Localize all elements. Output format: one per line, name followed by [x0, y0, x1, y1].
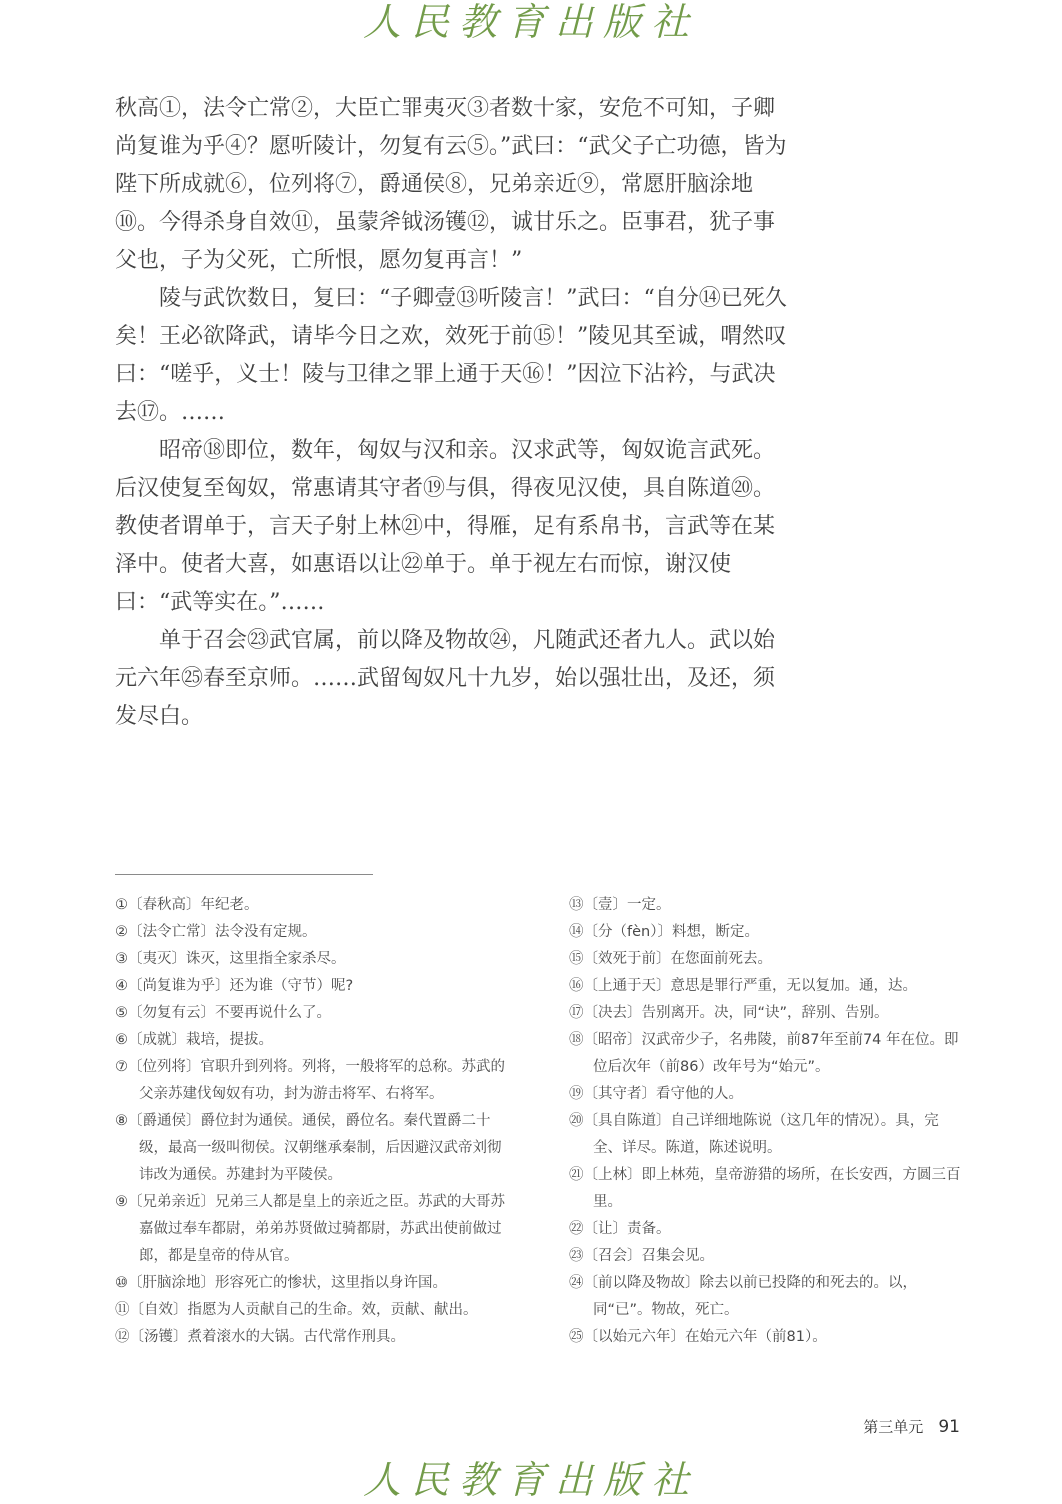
footnote-16: ⑯〔上通于天〕意思是罪行严重，无以复加。通，达。 — [569, 978, 917, 994]
main-text — [115, 90, 790, 736]
footnote-24: ㉔〔前以降及物故〕除去以前已投降的和死去的。以，同“已”。物故，死亡。 — [569, 1275, 917, 1318]
footnote-23: ㉓〔召会〕召集会见。 — [569, 1248, 714, 1264]
paragraph-4: 单于召会㉓武官属，前以降及物故㉔，凡随武还者九人。武以始元六年㉕春至京师。……武留匈奴凡十九岁，始以强壮出，及还，须发尽白。 — [115, 628, 776, 729]
footnotes-left-column — [115, 892, 507, 1351]
footnote-5: ⑤〔勿复有云〕不要再说什么了。 — [115, 1005, 331, 1021]
footnote-17: ⑰〔决去〕告别离开。决，同“诀”，辞别、告别。 — [569, 1005, 889, 1021]
paragraph-2: 陵与武饮数日，复曰：“子卿壹⑬听陵言！”武曰：“自分⑭已死久矣！王必欲降武，请毕今日之欢，效死于前⑮！”陵见其至诚，喟然叹曰：“嗟乎，义士！陵与卫律之罪上通于天⑯！”因泣下沾衿，与武决去⑰。…… — [115, 286, 787, 425]
footnote-2: ②〔法令亡常〕法令没有定规。 — [115, 924, 317, 940]
footnote-12: ⑫〔汤镬〕煮着滚水的大锅。古代常作刑具。 — [115, 1329, 405, 1345]
footnote-11: ⑪〔自效〕指愿为人贡献自己的生命。效，贡献、献出。 — [115, 1302, 478, 1318]
unit-label: 第三单元 — [863, 1418, 924, 1436]
footnote-20: ⑳〔具自陈道〕自己详细地陈说（这几年的情况）。具，完全、详尽。陈道，陈述说明。 — [569, 1113, 939, 1156]
footnotes-right-column — [569, 892, 961, 1351]
footnote-4: ④〔尚复谁为乎〕还为谁（守节）呢? — [115, 978, 354, 994]
footnote-7: ⑦〔位列将〕官职升到列将。列将，一般将军的总称。苏武的父亲苏建伐匈奴有功，封为游击将军、右将军。 — [115, 1059, 505, 1102]
publisher-watermark-bottom: 人民教育出版社 — [362, 1458, 699, 1502]
footnote-18: ⑱〔昭帝〕汉武帝少子，名弗陵，前87年至前74 年在位。即位后次年（前86）改年号为“始元”。 — [569, 1032, 959, 1075]
footnote-21: ㉑〔上林〕即上林苑，皇帝游猎的场所，在长安西，方圆三百里。 — [569, 1167, 961, 1210]
footnote-8: ⑧〔爵通侯〕爵位封为通侯。通侯，爵位名。秦代置爵二十级，最高一级叫彻侯。汉朝继承秦制，后因避汉武帝刘彻讳改为通侯。苏建封为平陵侯。 — [115, 1113, 502, 1183]
footnote-15: ⑮〔效死于前〕在您面前死去。 — [569, 951, 772, 967]
footnote-19: ⑲〔其守者〕看守他的人。 — [569, 1086, 743, 1102]
page-number: 91 — [938, 1417, 960, 1437]
page-footer — [863, 1416, 960, 1437]
footnote-divider — [115, 874, 373, 875]
paragraph-1: 秋高①，法令亡常②，大臣亡罪夷灭③者数十家，安危不可知，子卿尚复谁为乎④？愿听陵计，勿复有云⑤。”武曰：“武父子亡功德，皆为陛下所成就⑥，位列将⑦，爵通侯⑧，兄弟亲近⑨，常愿肝脑涂地⑩。今得杀身自效⑪，虽蒙斧钺汤镬⑫，诚甘乐之。臣事君，犹子事父也，子为父死，亡所恨，愿勿复再言！” — [115, 96, 787, 273]
footnote-25: ㉕〔以始元六年〕在始元六年（前81）。 — [569, 1329, 827, 1345]
footnote-1: ①〔春秋高〕年纪老。 — [115, 897, 259, 913]
footnote-10: ⑩〔肝脑涂地〕形容死亡的惨状，这里指以身许国。 — [115, 1275, 447, 1291]
footnote-9: ⑨〔兄弟亲近〕兄弟三人都是皇上的亲近之臣。苏武的大哥苏嘉做过奉车都尉，弟弟苏贤做过骑都尉，苏武出使前做过郎，都是皇帝的侍从官。 — [115, 1194, 505, 1264]
footnote-3: ③〔夷灭〕诛灭，这里指全家杀尽。 — [115, 951, 346, 967]
footnote-22: ㉒〔让〕责备。 — [569, 1221, 671, 1237]
footnote-14: ⑭〔分（fèn）〕料想，断定。 — [569, 924, 759, 940]
footnote-13: ⑬〔壹〕一定。 — [569, 897, 671, 913]
publisher-watermark-top: 人民教育出版社 — [362, 0, 699, 44]
paragraph-3: 昭帝⑱即位，数年，匈奴与汉和亲。汉求武等，匈奴诡言武死。后汉使复至匈奴，常惠请其守者⑲与俱，得夜见汉使，具自陈道⑳。教使者谓单于，言天子射上林㉑中，得雁，足有系帛书，言武等在某泽中。使者大喜，如惠语以让㉒单于。单于视左右而惊，谢汉使曰：“武等实在。”…… — [115, 438, 776, 615]
footnote-6: ⑥〔成就〕栽培，提拔。 — [115, 1032, 273, 1048]
